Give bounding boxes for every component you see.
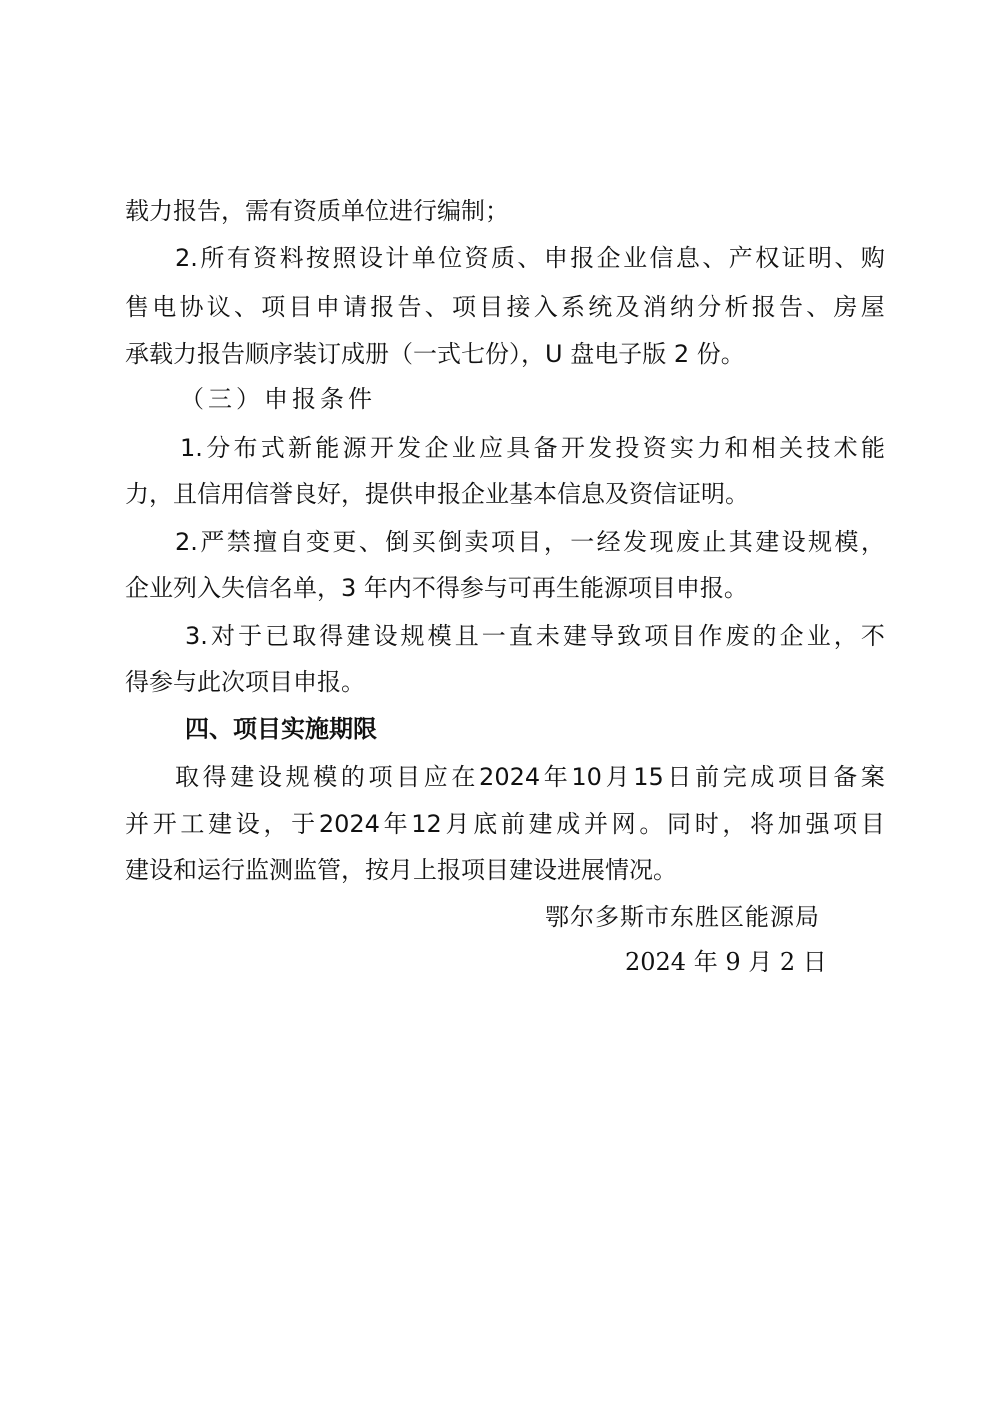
paragraph-line: 建设和运行监测监管，按月上报项目建设进展情况。 xyxy=(125,856,677,884)
paragraph-line: 力，且信用信誉良好，提供申报企业基本信息及资信证明。 xyxy=(125,480,749,508)
paragraph-line: 1. 分 布 式 新 能 源 开 发 企 业 应 具 备 开 发 投 资 实 力 和 相 关 技 术 能 xyxy=(180,434,885,462)
paragraph-line: 企业列入失信名单，3 年内不得参与可再生能源项目申报。 xyxy=(125,574,748,602)
paragraph-line: 售 电 协 议 、 项 目 申 请 报 告 、 项 目 接 入 系 统 及 消 纳 分 析 报 告 、 房 屋 xyxy=(125,293,885,321)
paragraph-line: 3. 对 于 已 取 得 建 设 规 模 且 一 直 未 建 导 致 项 目 作 废 的 企 业 ， 不 xyxy=(185,622,885,650)
paragraph-line: 得参与此次项目申报。 xyxy=(125,668,365,696)
paragraph-line: 2. 所 有 资 料 按 照 设 计 单 位 资 质 、 申 报 企 业 信 息 、 产 权 证 明 、 购 xyxy=(175,244,885,272)
paragraph-line: 载力报告，需有资质单位进行编制； xyxy=(125,197,509,225)
issue-date: 2024 年 9 月 2 日 xyxy=(625,948,827,976)
paragraph-line: 2. 严 禁 擅 自 变 更 、 倒 买 倒 卖 项 目 ， 一 经 发 现 废 止 其 建 设 规 模 ， xyxy=(175,528,885,556)
issuer-signature: 鄂尔多斯市东胜区能源局 xyxy=(545,903,820,931)
paragraph-line: 取 得 建 设 规 模 的 项 目 应 在 2024 年 10 月 15 日 前 完 成 项 目 备 案 xyxy=(175,763,885,791)
section-heading: 四、项目实施期限 xyxy=(185,715,377,743)
paragraph-line: 并 开 工 建 设 ， 于 2024 年 12 月 底 前 建 成 并 网 。 同 时 ， 将 加 强 项 目 xyxy=(125,810,885,838)
paragraph-line: 承载力报告顺序装订成册（一式七份），U 盘电子版 2 份。 xyxy=(125,340,745,368)
subsection-heading: （三）申报条件 xyxy=(180,385,376,413)
